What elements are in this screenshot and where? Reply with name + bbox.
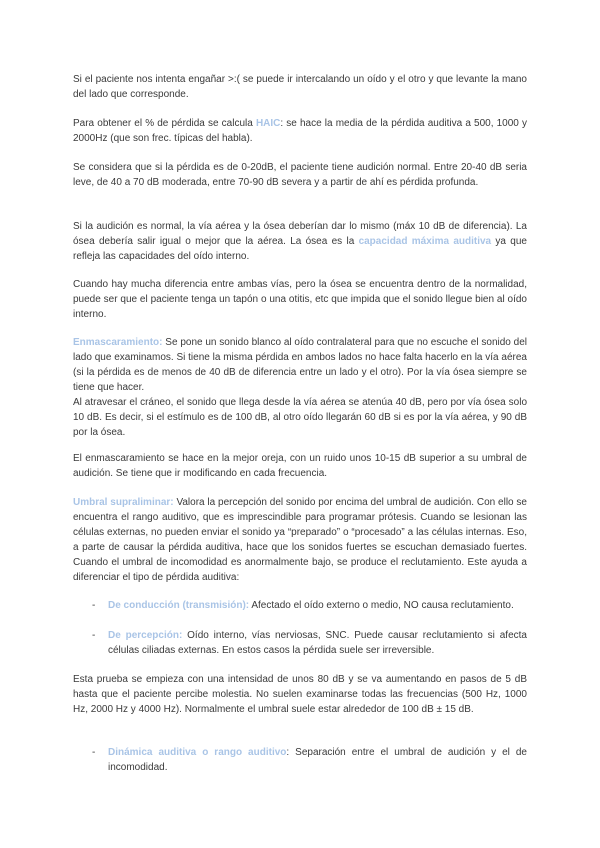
audicion-pre: Si la audición es normal, la vía aérea y la ósea deberían dar lo mismo (máx 10 dB de diferencia). La ósea debería salir igual o mejor que la aérea. La ósea es la bbox=[73, 221, 527, 247]
dinamica-text: : Separación entre el umbral de audición y el de incomodidad. bbox=[108, 747, 527, 773]
list-dash: - bbox=[92, 600, 96, 611]
enmascaramiento-text-2: Al atravesar el cráneo, el sonido que llega desde la vía aérea se atenúa 40 dB, pero por vía ósea solo 10 dB. Es decir, si el estímulo es de 100 dB, al otro oído llegarán 60 dB si es por la vía aérea, y 90 dB por la ósea. bbox=[73, 397, 527, 438]
enmascaramiento-highlight: Enmascaramiento: bbox=[73, 337, 163, 348]
paragraph-enmascaramiento-mejor-oreja: El enmascaramiento se hace en la mejor oreja, con un ruido unos 10-15 dB superior a su umbral de audición. Se tiene que ir modificando en cada frecuencia. bbox=[73, 453, 527, 479]
enmascaramiento-text: Se pone un sonido blanco al oído contralateral para que no escuche el sonido del lado que examinamos. Si tiene la misma pérdida en ambos lados no hace falta hacerlo en la vía aérea (si la pérdida es de menos de 40 dB de diferencia entre un lado y el otro). Por la vía ósea siempre se tiene que hacer. bbox=[73, 337, 527, 393]
dinamica-highlight: Dinámica auditiva o rango auditivo bbox=[108, 747, 287, 758]
umbral-supraliminar-highlight: Umbral supraliminar: bbox=[73, 497, 174, 508]
paragraph-intercalar: Si el paciente nos intenta engañar >:( se puede ir intercalando un oído y el otro y que levante la mano del lado que corresponde. bbox=[73, 74, 527, 100]
paragraph-diferencia-vias: Cuando hay mucha diferencia entre ambas vías, pero la ósea se encuentra dentro de la normalidad, puede ser que el paciente tenga un tapón o una otitis, etc que impida que el sonido llegue bien al oído interno. bbox=[73, 279, 527, 320]
paragraph-grados-perdida: Se considera que si la pérdida es de 0-20dB, el paciente tiene audición normal. Entre 20-40 dB seria leve, de 40 a 70 dB moderada, entre 70-90 dB severa y a partir de ahí es pérdida profunda. bbox=[73, 162, 527, 188]
haic-post: : se hace la media de la pérdida auditiva a 500, 1000 y 2000Hz (que son frec. típicas del habla). bbox=[73, 118, 527, 144]
percepcion-highlight: De percepción: bbox=[108, 630, 183, 641]
haic-pre: Para obtener el % de pérdida se calcula bbox=[73, 118, 256, 129]
list-item-conduccion bbox=[92, 598, 527, 613]
list-dash: - bbox=[92, 747, 96, 758]
conduccion-text: Afectado el oído externo o medio, NO causa reclutamiento. bbox=[249, 600, 514, 611]
paragraph-enmascaramiento bbox=[73, 335, 527, 440]
haic-highlight: HAIC bbox=[255, 118, 281, 129]
paragraph-haic bbox=[73, 116, 527, 146]
list-item-percepcion bbox=[92, 628, 527, 658]
audicion-post: ya que refleja las capacidades del oído interno. bbox=[73, 236, 527, 262]
conduccion-highlight: De conducción (transmisión): bbox=[108, 600, 250, 611]
percepcion-text: Oído interno, vías nerviosas, SNC. Puede causar reclutamiento si afecta células ciliadas externas. En estos casos la pérdida suele ser irreversible. bbox=[108, 630, 527, 656]
list-item-dinamica-auditiva bbox=[92, 745, 527, 775]
umbral-supraliminar-text: Valora la percepción del sonido por encima del umbral de audición. Con ello se encuentra el rango auditivo, que es imprescindible para programar prótesis. Cuando se lesionan las células externas, no pueden enviar el sonido ya “preparado” o “procesado” a las células internas. Eso, a parte de causar la pérdida auditiva, hace que los sonidos fuertes se escuchan demasiado fuertes. Cuando el umbral de incomodidad es anormalmente bajo, se produce el reclutamiento. Este ayuda a diferenciar el tipo de pérdida auditiva: bbox=[73, 497, 527, 583]
paragraph-umbral-supraliminar bbox=[73, 495, 527, 585]
list-dash: - bbox=[92, 630, 96, 641]
capacidad-maxima-highlight: capacidad máxima auditiva bbox=[358, 236, 492, 247]
paragraph-audicion-normal bbox=[73, 219, 527, 264]
paragraph-prueba-intensidad: Esta prueba se empieza con una intensidad de unos 80 dB y se va aumentando en pasos de 5 dB hasta que el paciente percibe molestia. No suelen examinarse todas las frecuencias (500 Hz, 1000 Hz, 2000 Hz y 4000 Hz). Normalmente el umbral suele estar alrededor de 100 dB ± 15 dB. bbox=[73, 674, 527, 715]
